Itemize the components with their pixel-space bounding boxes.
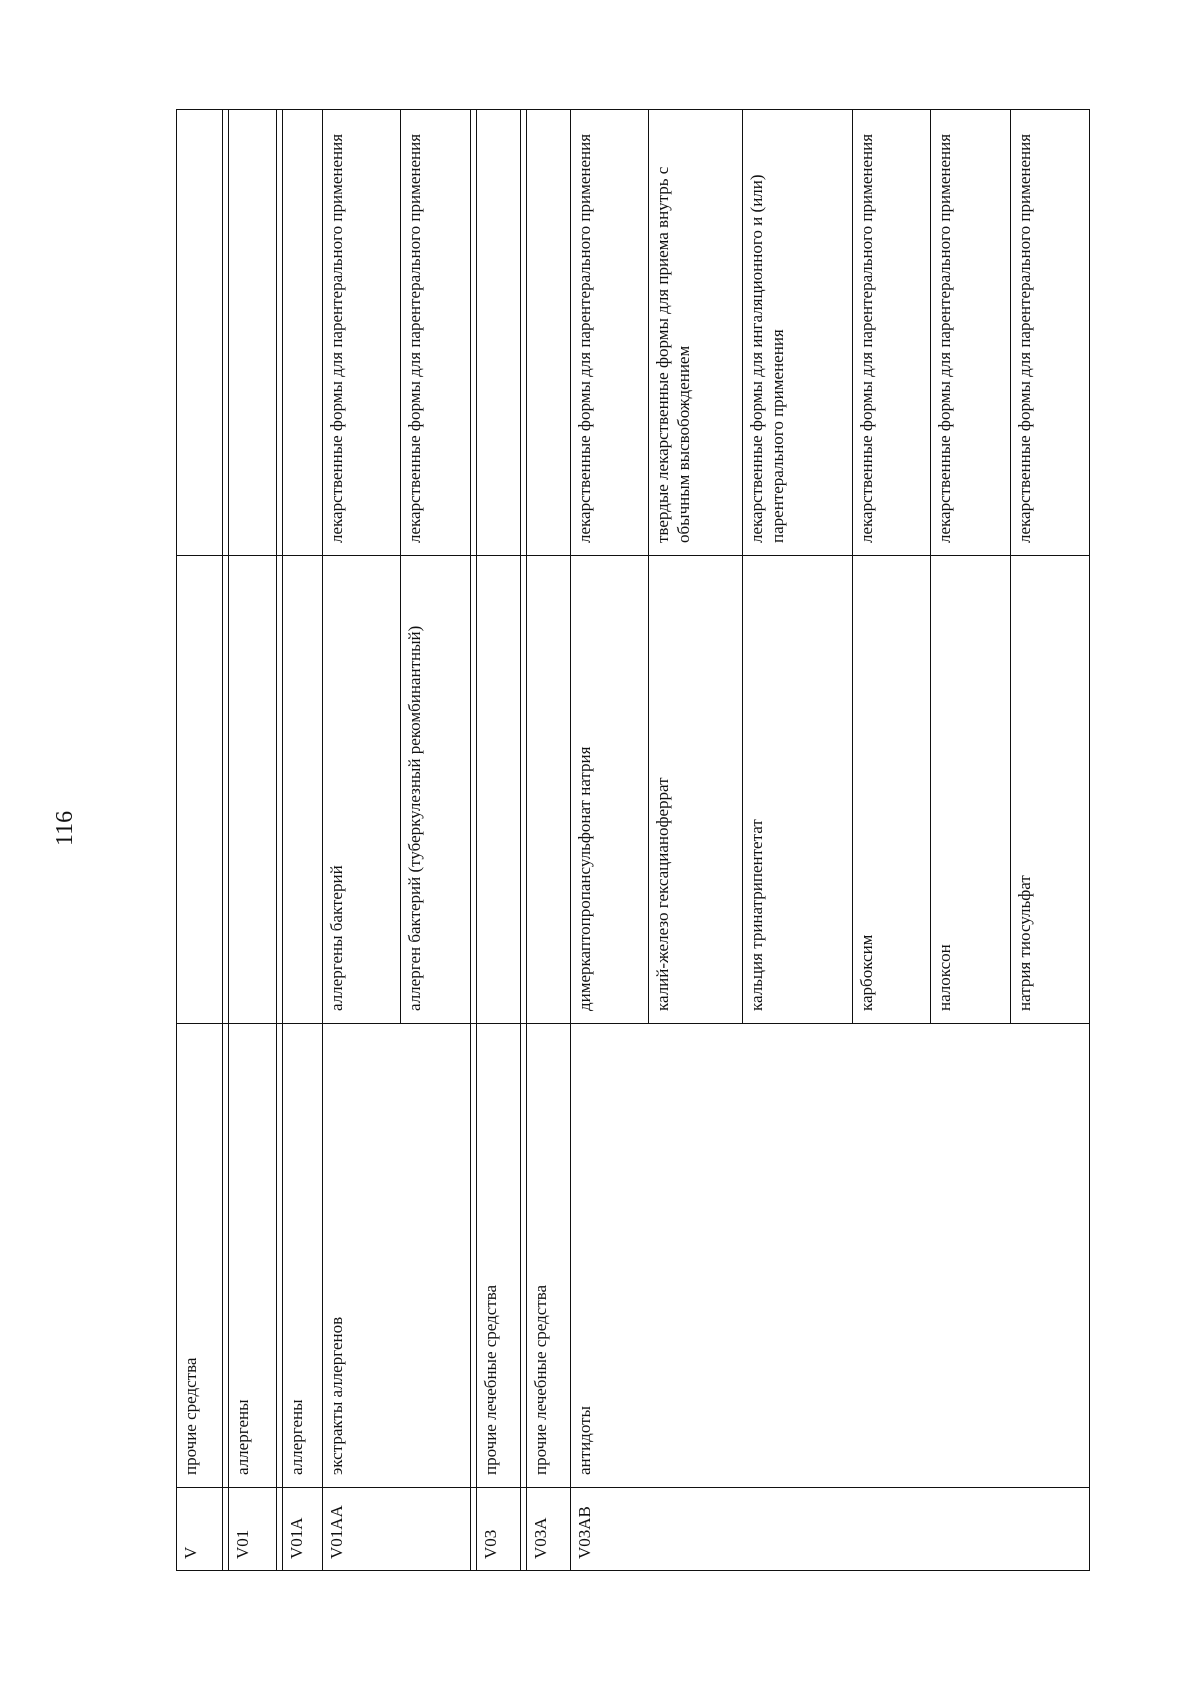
row-divider [1010,109,1011,1023]
page-number: 116 [52,810,78,846]
cell-form: лекарственные формы для парентерального применения [1015,133,1034,543]
cell-code: V03AB [575,1506,594,1559]
cell-substance: калий-железо гексацианоферрат [653,777,672,1011]
cell-substance: кальция тринатрипентетат [747,819,766,1011]
cell-substance: димеркаптопропансульфонат натрия [575,746,594,1011]
cell-group: аллергены [233,1399,252,1475]
row-divider [222,109,223,1571]
cell-substance: налоксон [935,944,954,1011]
row-divider [228,109,229,1571]
cell-substance: аллергены бактерий [327,865,346,1011]
row-divider [570,109,571,1571]
row-divider [400,109,401,1023]
cell-code: V03A [531,1517,550,1559]
row-divider [282,109,283,1571]
cell-group: экстракты аллергенов [327,1316,346,1475]
cell-group: прочие лечебные средства [531,1284,550,1475]
cell-substance: натрия тиосульфат [1015,875,1034,1011]
row-divider [470,109,471,1571]
cell-form: лекарственные формы для парентерального применения [935,133,954,543]
cell-group: прочие лечебные средства [481,1284,500,1475]
cell-group: антидоты [575,1406,594,1475]
cell-form: лекарственные формы для парентерального применения [405,133,424,543]
cell-form: лекарственные формы для парентерального применения [327,133,346,543]
column-divider [176,1487,1090,1488]
cell-form: лекарственные формы для парентерального применения [857,133,876,543]
row-divider [852,109,853,1023]
cell-code: V01AA [327,1505,346,1559]
cell-code: V [181,1546,200,1559]
row-divider [930,109,931,1023]
column-divider [176,1023,1090,1024]
cell-code: V01A [287,1517,306,1559]
cell-form: лекарственные формы для парентерального применения [575,133,594,543]
cell-substance: карбоксим [857,934,876,1011]
cell-code: V01 [233,1529,252,1559]
row-divider [526,109,527,1571]
cell-group: прочие средства [181,1357,200,1475]
cell-substance: аллерген бактерий (туберкулезный рекомбинантный) [405,625,424,1011]
row-divider [742,109,743,1023]
row-divider [476,109,477,1571]
row-divider [322,109,323,1571]
column-divider [176,555,1090,556]
cell-form: твердые лекарственные формы для приема внутрь с обычным высвобождением [653,166,693,543]
row-divider [648,109,649,1023]
cell-group: аллергены [287,1399,306,1475]
cell-form: лекарственные формы для ингаляционного и (или) парентерального применения [747,174,787,543]
row-divider [276,109,277,1571]
row-divider [520,109,521,1571]
cell-code: V03 [481,1529,500,1559]
